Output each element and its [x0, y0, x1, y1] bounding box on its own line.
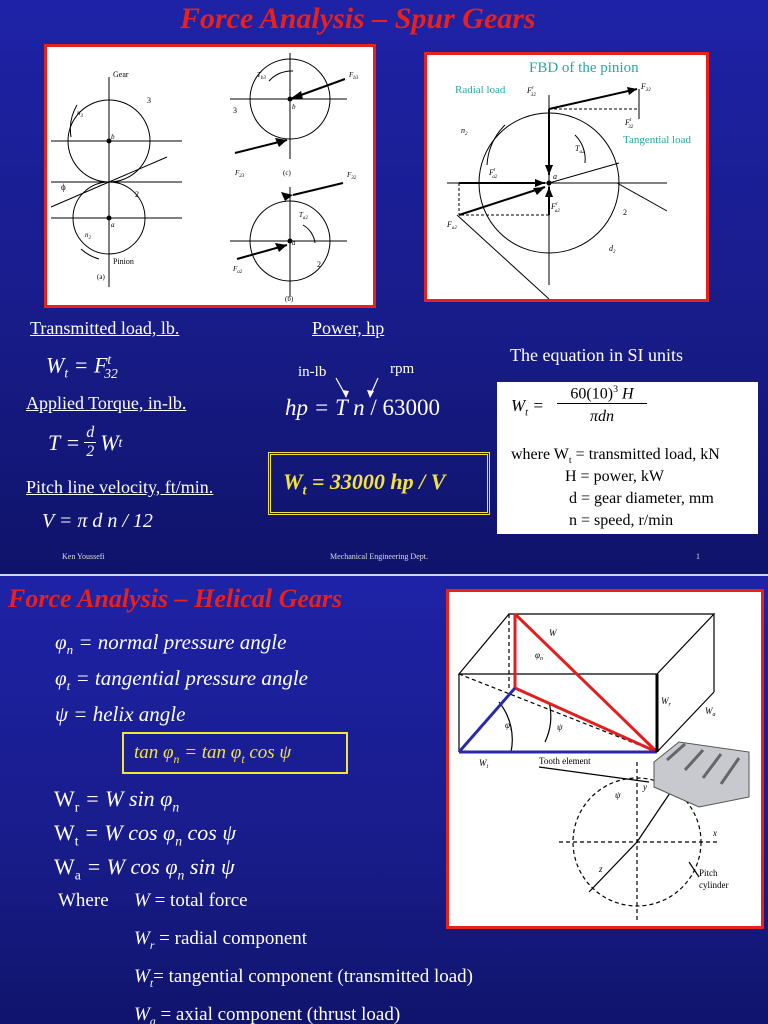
label-3-c: 3: [233, 106, 237, 115]
definitions-list: [55, 630, 308, 738]
radial-load-label: Radial load: [455, 84, 506, 96]
label-a-b: a: [292, 239, 296, 247]
slide1-title: Force Analysis – Spur Gears: [180, 2, 536, 35]
Ta2-label: $T_{a2}$: [299, 211, 308, 221]
torque-equation: T = $\frac{d}{2}$ W t: [48, 424, 123, 460]
where-item: $W_a$ = axial component (thrust load): [134, 1004, 401, 1024]
footer-dept: Mechanical Engineering Dept.: [330, 552, 428, 561]
n2-label-right: $n_2$: [461, 126, 468, 137]
Wr-label: $W_r$: [661, 696, 671, 708]
si-where-n: n = speed, r/min: [569, 512, 674, 529]
gear-figure: [44, 44, 376, 308]
footer-author: Ken Youssefi: [62, 552, 105, 561]
Fta2-label: $F^t$ a2: [489, 168, 498, 180]
F23-label: $F_{23}$: [235, 169, 245, 179]
Fa2-label-right: $F_{a2}$: [447, 220, 457, 231]
velocity-label: Pitch line velocity, ft/min.: [26, 477, 214, 497]
power-label: Power, hp: [312, 318, 385, 338]
fbd-diagram: [427, 55, 706, 299]
where-label: Where: [58, 890, 109, 911]
F32r-label: $F^r$ 32: [527, 86, 536, 98]
Tb3-label: $T_{b3}$: [257, 71, 266, 81]
component-equation: $W_r = W$ $\sin \varphi_n$: [54, 786, 180, 815]
label-b: b: [111, 133, 115, 141]
phin-label: $\varphi_n$: [535, 650, 543, 662]
footer-page: 1: [696, 552, 700, 561]
label-b-c: b: [292, 103, 296, 111]
helical-diagram: [449, 592, 761, 926]
where-item: $W_t=$ tangential component (transmitted load): [134, 966, 474, 990]
si-equation-box: $W_t$ = $60(10)^3$ H πdn where $W_t$ = transmitted load, kN H = power, kW d = gear diameter, mm n = speed, r/min: [497, 382, 758, 534]
Fb3-label: $F_{b3}$: [349, 71, 359, 81]
d2-label: $d_2$: [609, 244, 616, 255]
caption-a: (a): [97, 273, 105, 281]
label-2-b: 2: [317, 260, 321, 269]
tangential-load-label: Tangential load: [623, 134, 691, 146]
label-2-right: 2: [623, 208, 627, 217]
tan-equation-box: $\tan \varphi_n = \tan \varphi_t$ cos ψ: [122, 732, 348, 774]
phi-label: ϕ: [61, 182, 66, 192]
si-where-d: d = gear diameter, mm: [569, 490, 714, 507]
si-where-wt: where $W_t$ = transmitted load, kN: [511, 446, 720, 467]
pitch-label: Pitch: [699, 868, 718, 878]
definition-item: ψ = helix angle: [55, 702, 186, 726]
y-axis-label: y: [643, 782, 647, 792]
component-equations: [54, 786, 236, 888]
F32-label: $F_{32}$: [347, 171, 357, 181]
z-axis-label: z: [599, 864, 603, 874]
x-axis-label: x: [713, 828, 717, 838]
hp-equation: hp = T n / 63000: [285, 395, 441, 420]
phit-label: $\varphi_t$: [505, 720, 512, 732]
wt-boxed-equation: $W_t = 33000$ hp / V: [268, 452, 490, 515]
label-a: a: [111, 221, 115, 229]
Ta2-label-right: $T_{a2}$: [575, 144, 585, 155]
where-list: [134, 890, 473, 1024]
Wa-label: $W_a$: [705, 706, 716, 718]
transmitted-load-label: Transmitted load, lb.: [30, 318, 180, 338]
slide-helical-gears: [0, 576, 768, 1024]
inlb-label: in-lb: [298, 364, 327, 380]
psi-label-2: ψ: [615, 790, 621, 800]
slide2-title: Force Analysis – Helical Gears: [8, 584, 343, 613]
definition-item: $\varphi_n$ = normal pressure angle: [55, 630, 287, 658]
si-label: The equation in SI units: [510, 345, 683, 365]
gear-label: Gear: [113, 70, 129, 79]
tooth-element-label: Tooth element: [539, 756, 591, 766]
Wt-label: $W_t$: [479, 758, 489, 770]
where-item: $W_r$ = radial component: [134, 928, 308, 952]
component-equation: $W_a = W$ $\cos \varphi_n$ sin ψ: [54, 854, 235, 883]
n3-label: $n_3$: [77, 109, 83, 119]
n2-label: $n_2$: [85, 231, 91, 241]
F32t-label: $F^t$ 32: [625, 118, 634, 130]
si-where-H: H = power, kW: [565, 468, 665, 485]
Fa2-label: $F_{a2}$: [233, 265, 243, 275]
label-2: 2: [135, 190, 139, 199]
Fra2-label: $F^r$ a2: [551, 202, 560, 214]
W-label: W: [549, 628, 557, 638]
cylinder-label: cylinder: [699, 880, 729, 890]
fbd-figure: [424, 52, 709, 302]
pinion-label: Pinion: [113, 257, 134, 266]
label-a-right: a: [553, 172, 557, 181]
F32-label-right: $F_{32}$: [641, 82, 651, 93]
fbd-title: FBD of the pinion: [529, 60, 639, 76]
label-3: 3: [147, 96, 151, 105]
helical-figure: [446, 589, 764, 929]
wt-equation: $W_t = F^t_{32}$: [46, 352, 118, 381]
where-item: W = total force: [134, 890, 248, 911]
caption-b: (b): [285, 295, 294, 303]
definition-item: $\varphi_t$ = tangential pressure angle: [55, 666, 309, 694]
applied-torque-label: Applied Torque, in-lb.: [26, 393, 187, 413]
rpm-label: rpm: [390, 361, 415, 377]
gear-diagram: [47, 47, 373, 305]
component-equation: $W_t = W$ $\cos \varphi_n$ cos ψ: [54, 820, 237, 849]
caption-c: (c): [283, 169, 291, 177]
psi-label: ψ: [557, 722, 563, 732]
velocity-equation: V = π d n / 12: [42, 510, 153, 532]
